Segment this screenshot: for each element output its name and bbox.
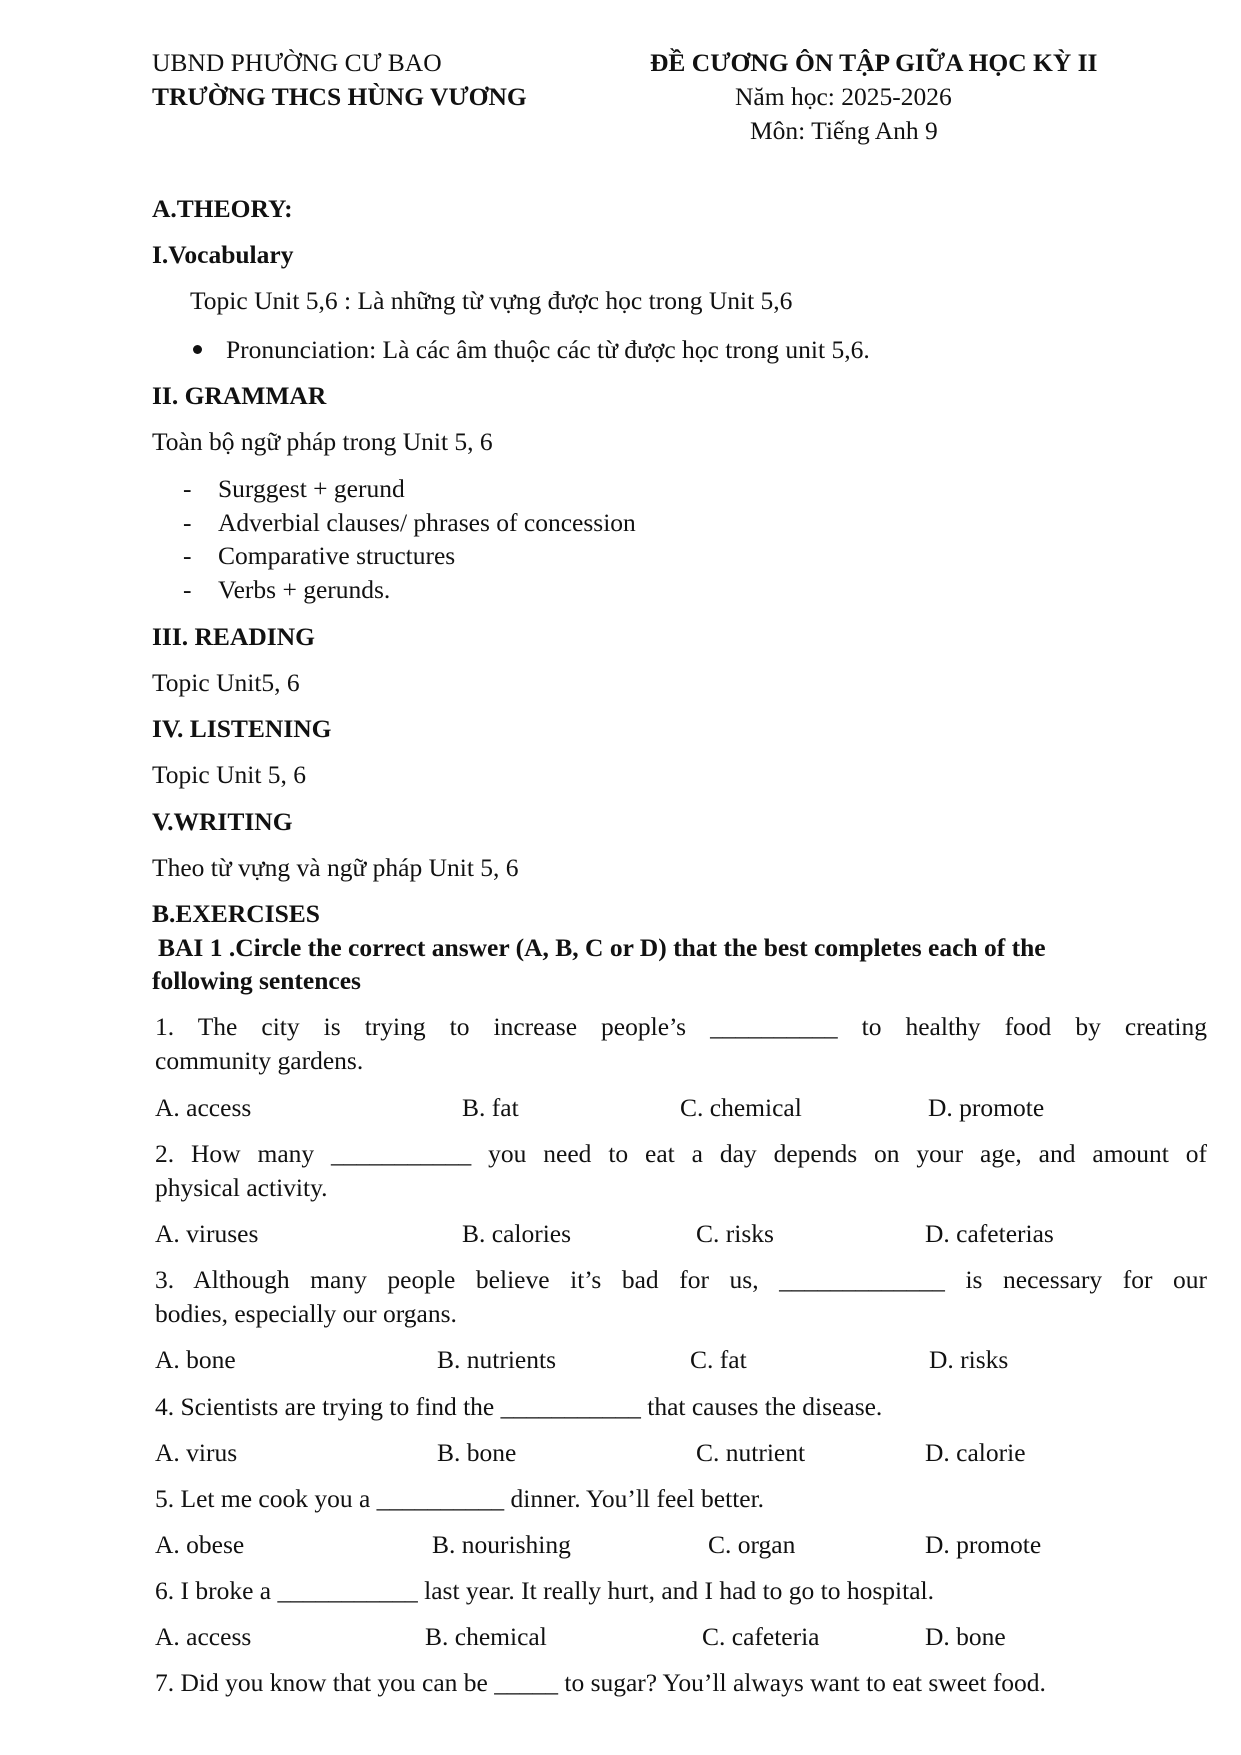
option-b: B. fat (462, 1093, 519, 1122)
option-d: D. cafeterias (925, 1219, 1054, 1248)
question-5-options (0, 1528, 1241, 1562)
school-year: Năm học: 2025-2026 (735, 82, 952, 111)
question-1: 1. The city is trying to increase people’s __________ to healthy food by creating (155, 1012, 1207, 1041)
grammar-item: Adverbial clauses/ phrases of concession (218, 508, 636, 537)
option-c: C. fat (690, 1345, 747, 1374)
option-a: A. access (155, 1093, 252, 1122)
writing-heading: V.WRITING (152, 807, 293, 836)
exercise-instruction-cont: following sentences (152, 966, 361, 995)
option-b: B. nutrients (437, 1345, 556, 1374)
exercises-heading: B.EXERCISES (152, 899, 320, 928)
question-3: 3. Although many people believe it’s bad for us, _____________ is necessary for our (155, 1265, 1207, 1294)
question-3-cont: bodies, especially our organs. (155, 1299, 457, 1328)
dash-icon: - (183, 541, 192, 570)
header-authority: UBND PHƯỜNG CƯ BAO (152, 48, 442, 77)
option-d: D. promote (925, 1530, 1042, 1559)
question-2: 2. How many ___________ you need to eat a day depends on your age, and amount of (155, 1139, 1207, 1168)
dash-icon: - (183, 474, 192, 503)
question-2-options (0, 1217, 1241, 1251)
question-4-options (0, 1436, 1241, 1470)
grammar-item: Verbs + gerunds. (218, 575, 391, 604)
option-c: C. chemical (680, 1093, 802, 1122)
vocabulary-heading: I.Vocabulary (152, 240, 294, 269)
subject: Môn: Tiếng Anh 9 (750, 116, 938, 145)
grammar-text: Toàn bộ ngữ pháp trong Unit 5, 6 (152, 427, 493, 456)
option-a: A. viruses (155, 1219, 259, 1248)
reading-text: Topic Unit5, 6 (152, 668, 300, 697)
option-d: D. calorie (925, 1438, 1026, 1467)
vocabulary-text: Topic Unit 5,6 : Là những từ vựng được học trong Unit 5,6 (190, 286, 793, 315)
question-4: 4. Scientists are trying to find the ___________ that causes the disease. (155, 1392, 883, 1421)
question-6-options (0, 1620, 1241, 1654)
pronunciation-text: Pronunciation: Là các âm thuộc các từ được học trong unit 5,6. (226, 335, 870, 364)
writing-text: Theo từ vựng và ngữ pháp Unit 5, 6 (152, 853, 519, 882)
dash-icon: - (183, 508, 192, 537)
question-6: 6. I broke a ___________ last year. It really hurt, and I had to go to hospital. (155, 1576, 934, 1605)
option-b: B. nourishing (432, 1530, 571, 1559)
option-d: D. promote (928, 1093, 1045, 1122)
question-2-cont: physical activity. (155, 1173, 328, 1202)
option-c: C. risks (696, 1219, 774, 1248)
question-7: 7. Did you know that you can be _____ to sugar? You’ll always want to eat sweet food. (155, 1668, 1046, 1697)
option-a: A. access (155, 1622, 252, 1651)
option-b: B. bone (437, 1438, 517, 1467)
option-a: A. bone (155, 1345, 236, 1374)
option-d: D. risks (929, 1345, 1009, 1374)
option-a: A. obese (155, 1530, 245, 1559)
grammar-item: Comparative structures (218, 541, 456, 570)
option-b: B. chemical (425, 1622, 547, 1651)
question-5: 5. Let me cook you a __________ dinner. You’ll feel better. (155, 1484, 765, 1513)
option-d: D. bone (925, 1622, 1006, 1651)
option-b: B. calories (462, 1219, 572, 1248)
reading-heading: III. READING (152, 622, 315, 651)
option-c: C. cafeteria (702, 1622, 820, 1651)
question-1-cont: community gardens. (155, 1046, 364, 1075)
question-3-options (0, 1343, 1241, 1377)
option-a: A. virus (155, 1438, 238, 1467)
question-1-options (0, 1091, 1241, 1125)
option-c: C. organ (708, 1530, 796, 1559)
grammar-item: Surggest + gerund (218, 474, 405, 503)
theory-heading: A.THEORY: (152, 194, 293, 223)
exercise-instruction: BAI 1 .Circle the correct answer (A, B, C or D) that the best completes each of the (158, 933, 1046, 962)
document-title: ĐỀ CƯƠNG ÔN TẬP GIỮA HỌC KỲ II (650, 48, 1098, 77)
option-c: C. nutrient (696, 1438, 806, 1467)
header-school: TRƯỜNG THCS HÙNG VƯƠNG (152, 82, 527, 111)
dash-icon: - (183, 575, 192, 604)
listening-heading: IV. LISTENING (152, 714, 332, 743)
grammar-heading: II. GRAMMAR (152, 381, 327, 410)
bullet-icon (193, 345, 202, 354)
listening-text: Topic Unit 5, 6 (152, 760, 307, 789)
